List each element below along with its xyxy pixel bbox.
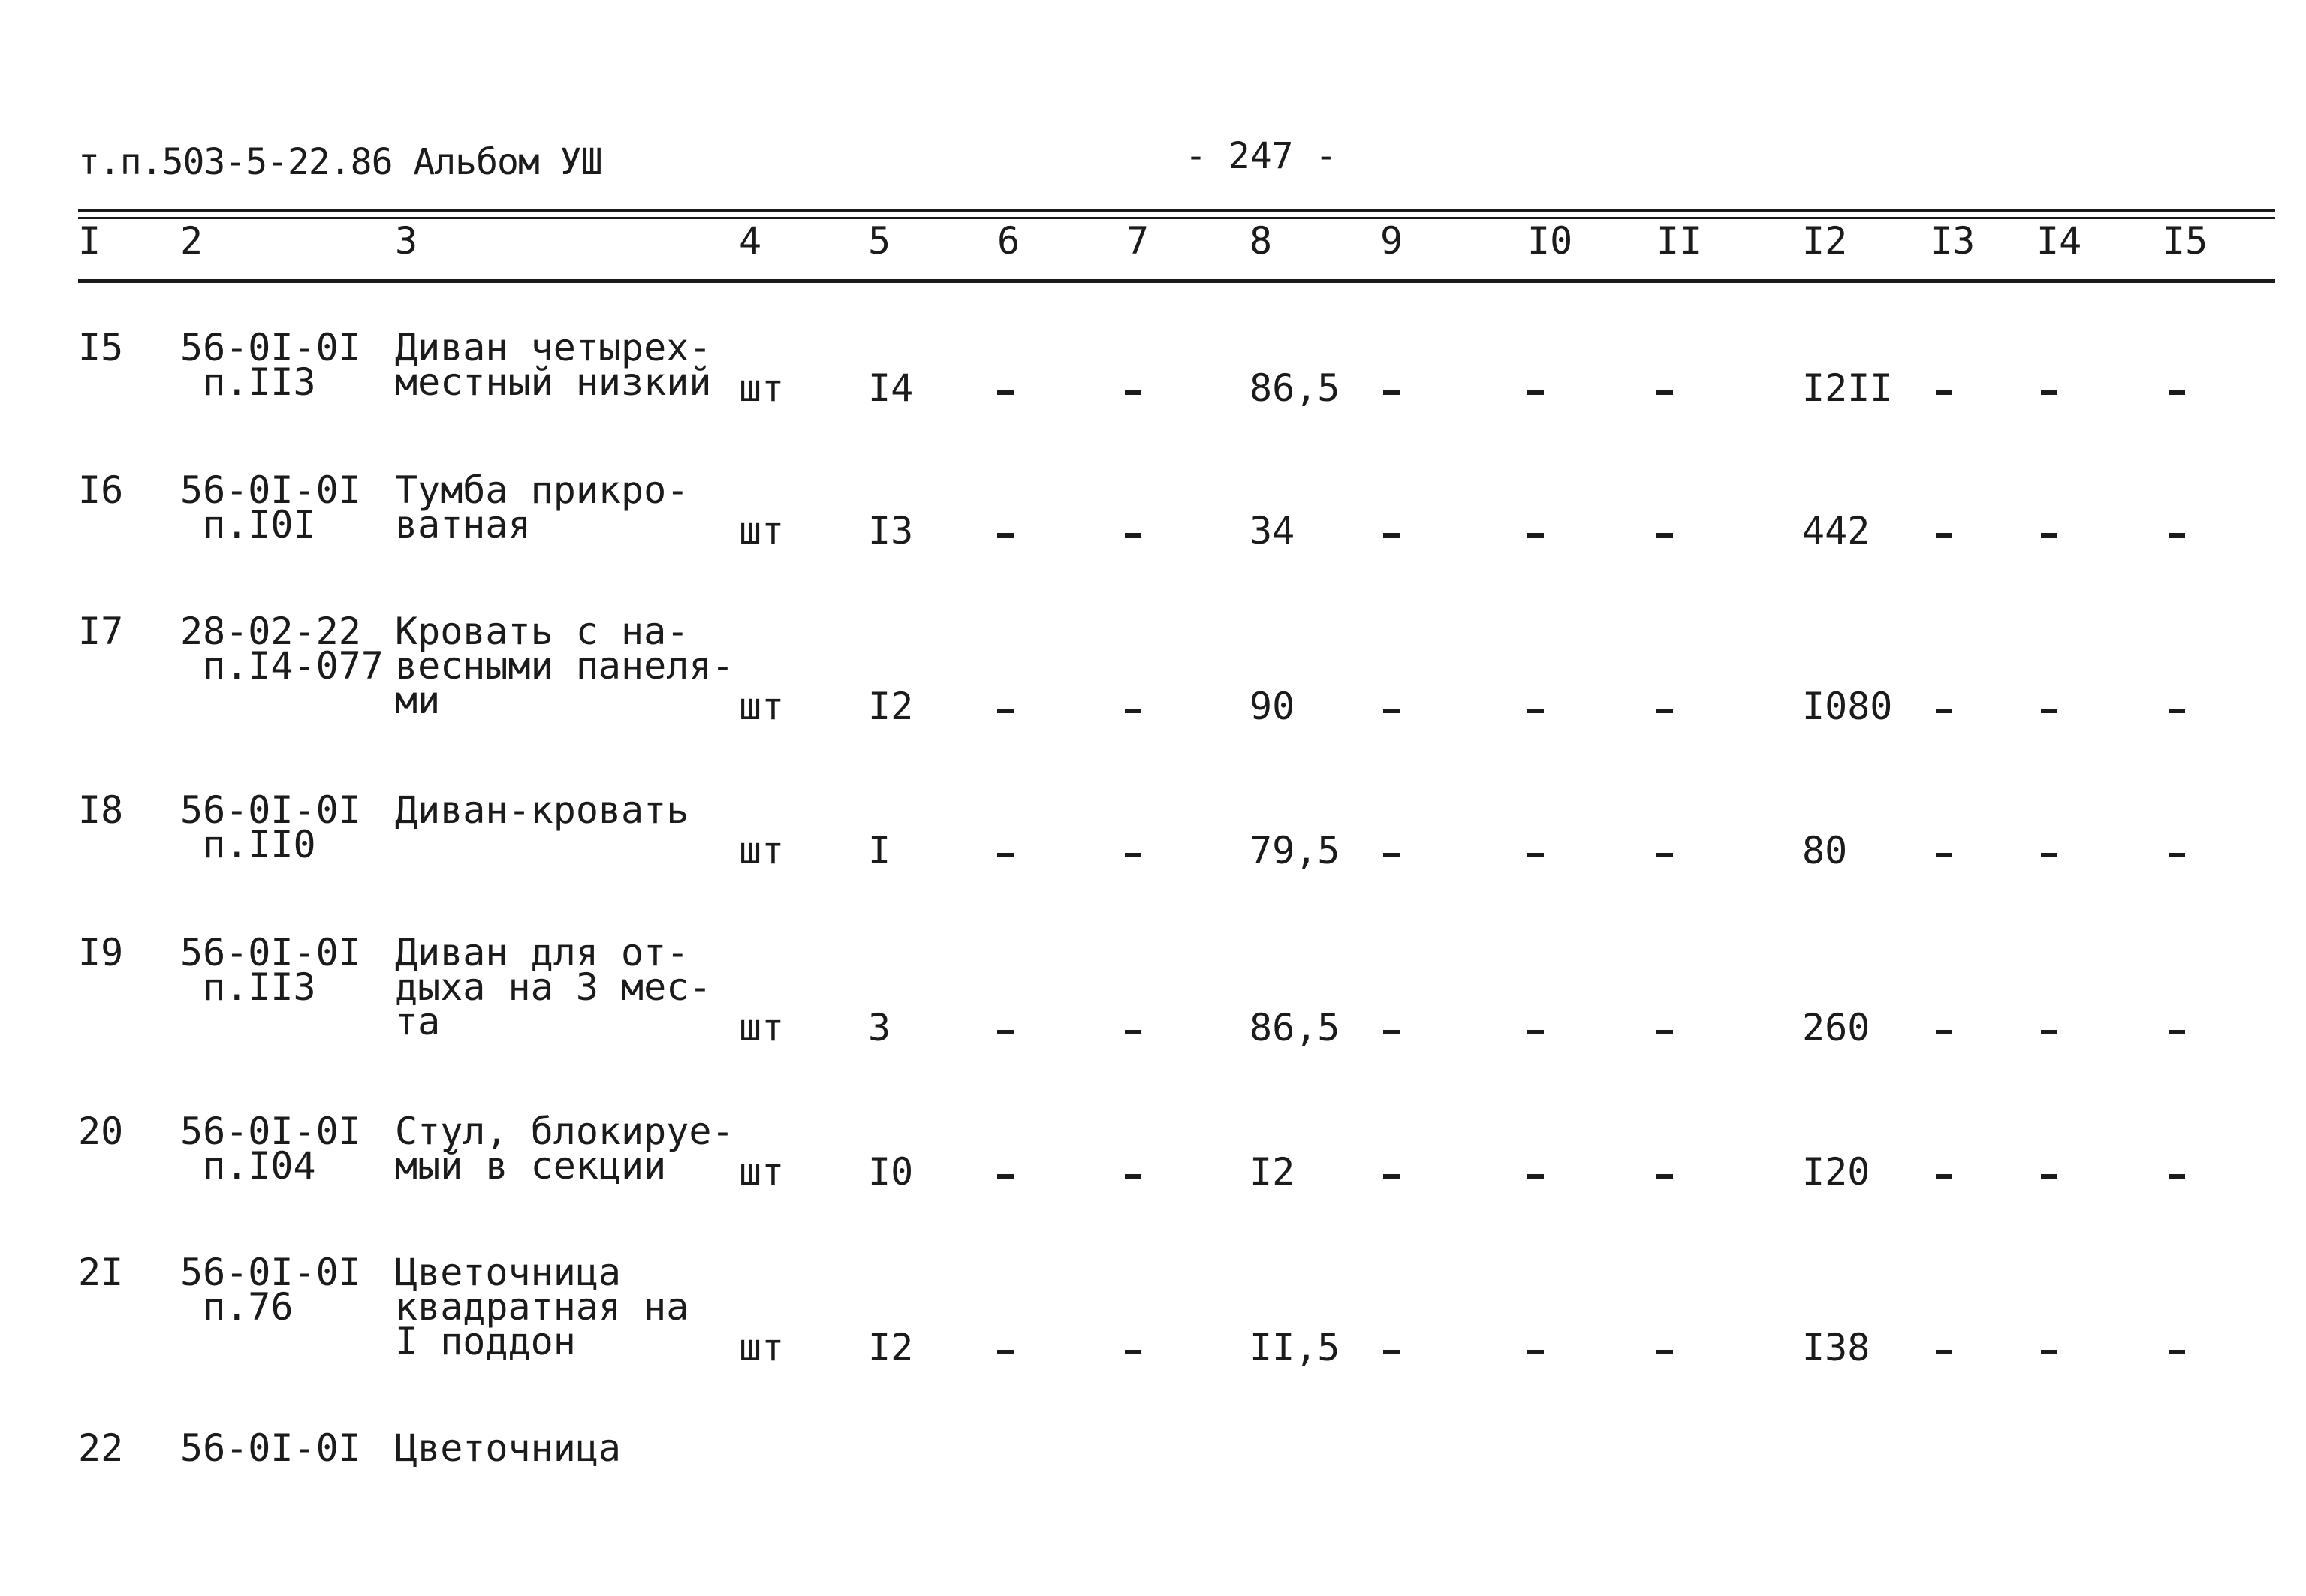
dash-mark (2041, 853, 2057, 857)
item-name: Цветочница квадратная на I поддон (395, 1251, 689, 1363)
column-header: 9 (1380, 219, 1403, 263)
row-number: 2I (78, 1251, 124, 1294)
dash-mark (997, 1030, 1014, 1034)
catalog-code: 56-0I-0I п.I04 (180, 1110, 361, 1188)
dash-mark (2169, 1174, 2185, 1179)
unit: шт (739, 1150, 785, 1194)
document-reference: т.п.503-5-22.86 Альбом УШ (78, 141, 602, 183)
dash-mark (2041, 390, 2057, 395)
value-col12: I20 (1802, 1150, 1870, 1194)
quantity: I2 (868, 1326, 914, 1369)
dash-mark (1383, 1350, 1400, 1354)
quantity: I3 (868, 509, 914, 553)
quantity: I2 (868, 685, 914, 728)
row-number: I6 (78, 468, 124, 512)
table-top-rule (78, 209, 2275, 212)
dash-mark (1656, 1350, 1673, 1354)
dash-mark (1936, 1350, 1952, 1354)
quantity: I0 (868, 1150, 914, 1194)
dash-mark (1527, 853, 1544, 857)
item-name: Диван четырех- местный низкий (395, 326, 712, 404)
catalog-code: 56-0I-0I п.76 (180, 1251, 361, 1329)
value-col8: 79,5 (1249, 829, 1340, 872)
unit: шт (739, 685, 785, 728)
table-header-rule (78, 279, 2275, 283)
column-header: 3 (395, 219, 418, 263)
column-header: 2 (180, 219, 203, 263)
dash-mark (1125, 1174, 1141, 1179)
quantity: I4 (868, 366, 914, 410)
column-header: 5 (868, 219, 891, 263)
item-name: Стул, блокируе- мый в секции (395, 1110, 734, 1188)
dash-mark (997, 1350, 1014, 1354)
dash-mark (1656, 390, 1673, 395)
dash-mark (1527, 533, 1544, 538)
dash-mark (2041, 1350, 2057, 1354)
dash-mark (2169, 853, 2185, 857)
row-number: I8 (78, 788, 124, 832)
value-col12: I38 (1802, 1326, 1870, 1369)
item-name: Диван для от- дыха на 3 мес- та (395, 931, 712, 1043)
row-number: I9 (78, 931, 124, 974)
column-header: I5 (2163, 219, 2208, 263)
dash-mark (2169, 709, 2185, 713)
catalog-code: 56-0I-0I п.II0 (180, 788, 361, 866)
column-header: II (1656, 219, 1702, 263)
unit: шт (739, 509, 785, 553)
value-col12: 80 (1802, 829, 1848, 872)
dash-mark (997, 709, 1014, 713)
unit: шт (739, 829, 785, 872)
item-name: Диван-кровать (395, 788, 689, 832)
value-col8: 86,5 (1249, 1006, 1340, 1049)
column-header: I4 (2036, 219, 2082, 263)
catalog-code: 28-02-22 п.I4-077 (180, 610, 384, 688)
dash-mark (2169, 1030, 2185, 1034)
dash-mark (2041, 709, 2057, 713)
catalog-code: 56-0I-0I п.II3 (180, 931, 361, 1009)
dash-mark (997, 390, 1014, 395)
dash-mark (1125, 1350, 1141, 1354)
dash-mark (997, 853, 1014, 857)
dash-mark (997, 533, 1014, 538)
dash-mark (1527, 1350, 1544, 1354)
column-header: I3 (1930, 219, 1976, 263)
dash-mark (1656, 533, 1673, 538)
dash-mark (1527, 1030, 1544, 1034)
value-col8: 90 (1249, 685, 1295, 728)
dash-mark (1125, 533, 1141, 538)
dash-mark (1383, 1030, 1400, 1034)
column-header: 7 (1126, 219, 1150, 263)
dash-mark (2041, 1030, 2057, 1034)
dash-mark (1125, 1030, 1141, 1034)
dash-mark (1656, 853, 1673, 857)
dash-mark (1936, 390, 1952, 395)
item-name: Тумба прикро- ватная (395, 468, 689, 547)
row-number: 22 (78, 1426, 124, 1470)
dash-mark (2041, 533, 2057, 538)
column-header: 6 (997, 219, 1020, 263)
dash-mark (1383, 853, 1400, 857)
unit: шт (739, 1326, 785, 1369)
unit: шт (739, 1006, 785, 1049)
value-col8: I2 (1249, 1150, 1295, 1194)
unit: шт (739, 366, 785, 410)
dash-mark (1936, 533, 1952, 538)
page-number: - 247 - (1185, 135, 1337, 177)
value-col8: II,5 (1249, 1326, 1340, 1369)
dash-mark (1656, 709, 1673, 713)
dash-mark (1125, 853, 1141, 857)
value-col12: I080 (1802, 685, 1893, 728)
dash-mark (1936, 709, 1952, 713)
column-header: 4 (739, 219, 762, 263)
dash-mark (997, 1174, 1014, 1179)
dash-mark (1383, 709, 1400, 713)
catalog-code: 56-0I-0I п.II3 (180, 326, 361, 404)
dash-mark (1527, 1174, 1544, 1179)
dash-mark (1936, 1174, 1952, 1179)
row-number: 20 (78, 1110, 124, 1153)
dash-mark (1656, 1030, 1673, 1034)
dash-mark (1383, 390, 1400, 395)
dash-mark (1936, 1030, 1952, 1034)
value-col12: 442 (1802, 509, 1870, 553)
dash-mark (1656, 1174, 1673, 1179)
value-col8: 34 (1249, 509, 1295, 553)
dash-mark (2169, 1350, 2185, 1354)
column-header: I0 (1527, 219, 1573, 263)
row-number: I5 (78, 326, 124, 369)
dash-mark (1125, 390, 1141, 395)
column-header: I2 (1802, 219, 1848, 263)
quantity: I (868, 829, 891, 872)
catalog-code: 56-0I-0I п.I0I (180, 468, 361, 547)
table-header-row (0, 219, 2306, 275)
dash-mark (1936, 853, 1952, 857)
dash-mark (1527, 390, 1544, 395)
dash-mark (1383, 533, 1400, 538)
dash-mark (1125, 709, 1141, 713)
item-name: Кровать с на- весными панеля- ми (395, 610, 734, 722)
dash-mark (2169, 390, 2185, 395)
dash-mark (2041, 1174, 2057, 1179)
quantity: 3 (868, 1006, 891, 1049)
value-col12: 260 (1802, 1006, 1870, 1049)
column-header: 8 (1249, 219, 1273, 263)
dash-mark (1527, 709, 1544, 713)
column-header: I (78, 219, 101, 263)
dash-mark (1383, 1174, 1400, 1179)
item-name: Цветочница (395, 1426, 622, 1470)
dash-mark (2169, 533, 2185, 538)
value-col8: 86,5 (1249, 366, 1340, 410)
value-col12: I2II (1802, 366, 1893, 410)
row-number: I7 (78, 610, 124, 653)
catalog-code: 56-0I-0I (180, 1426, 361, 1470)
